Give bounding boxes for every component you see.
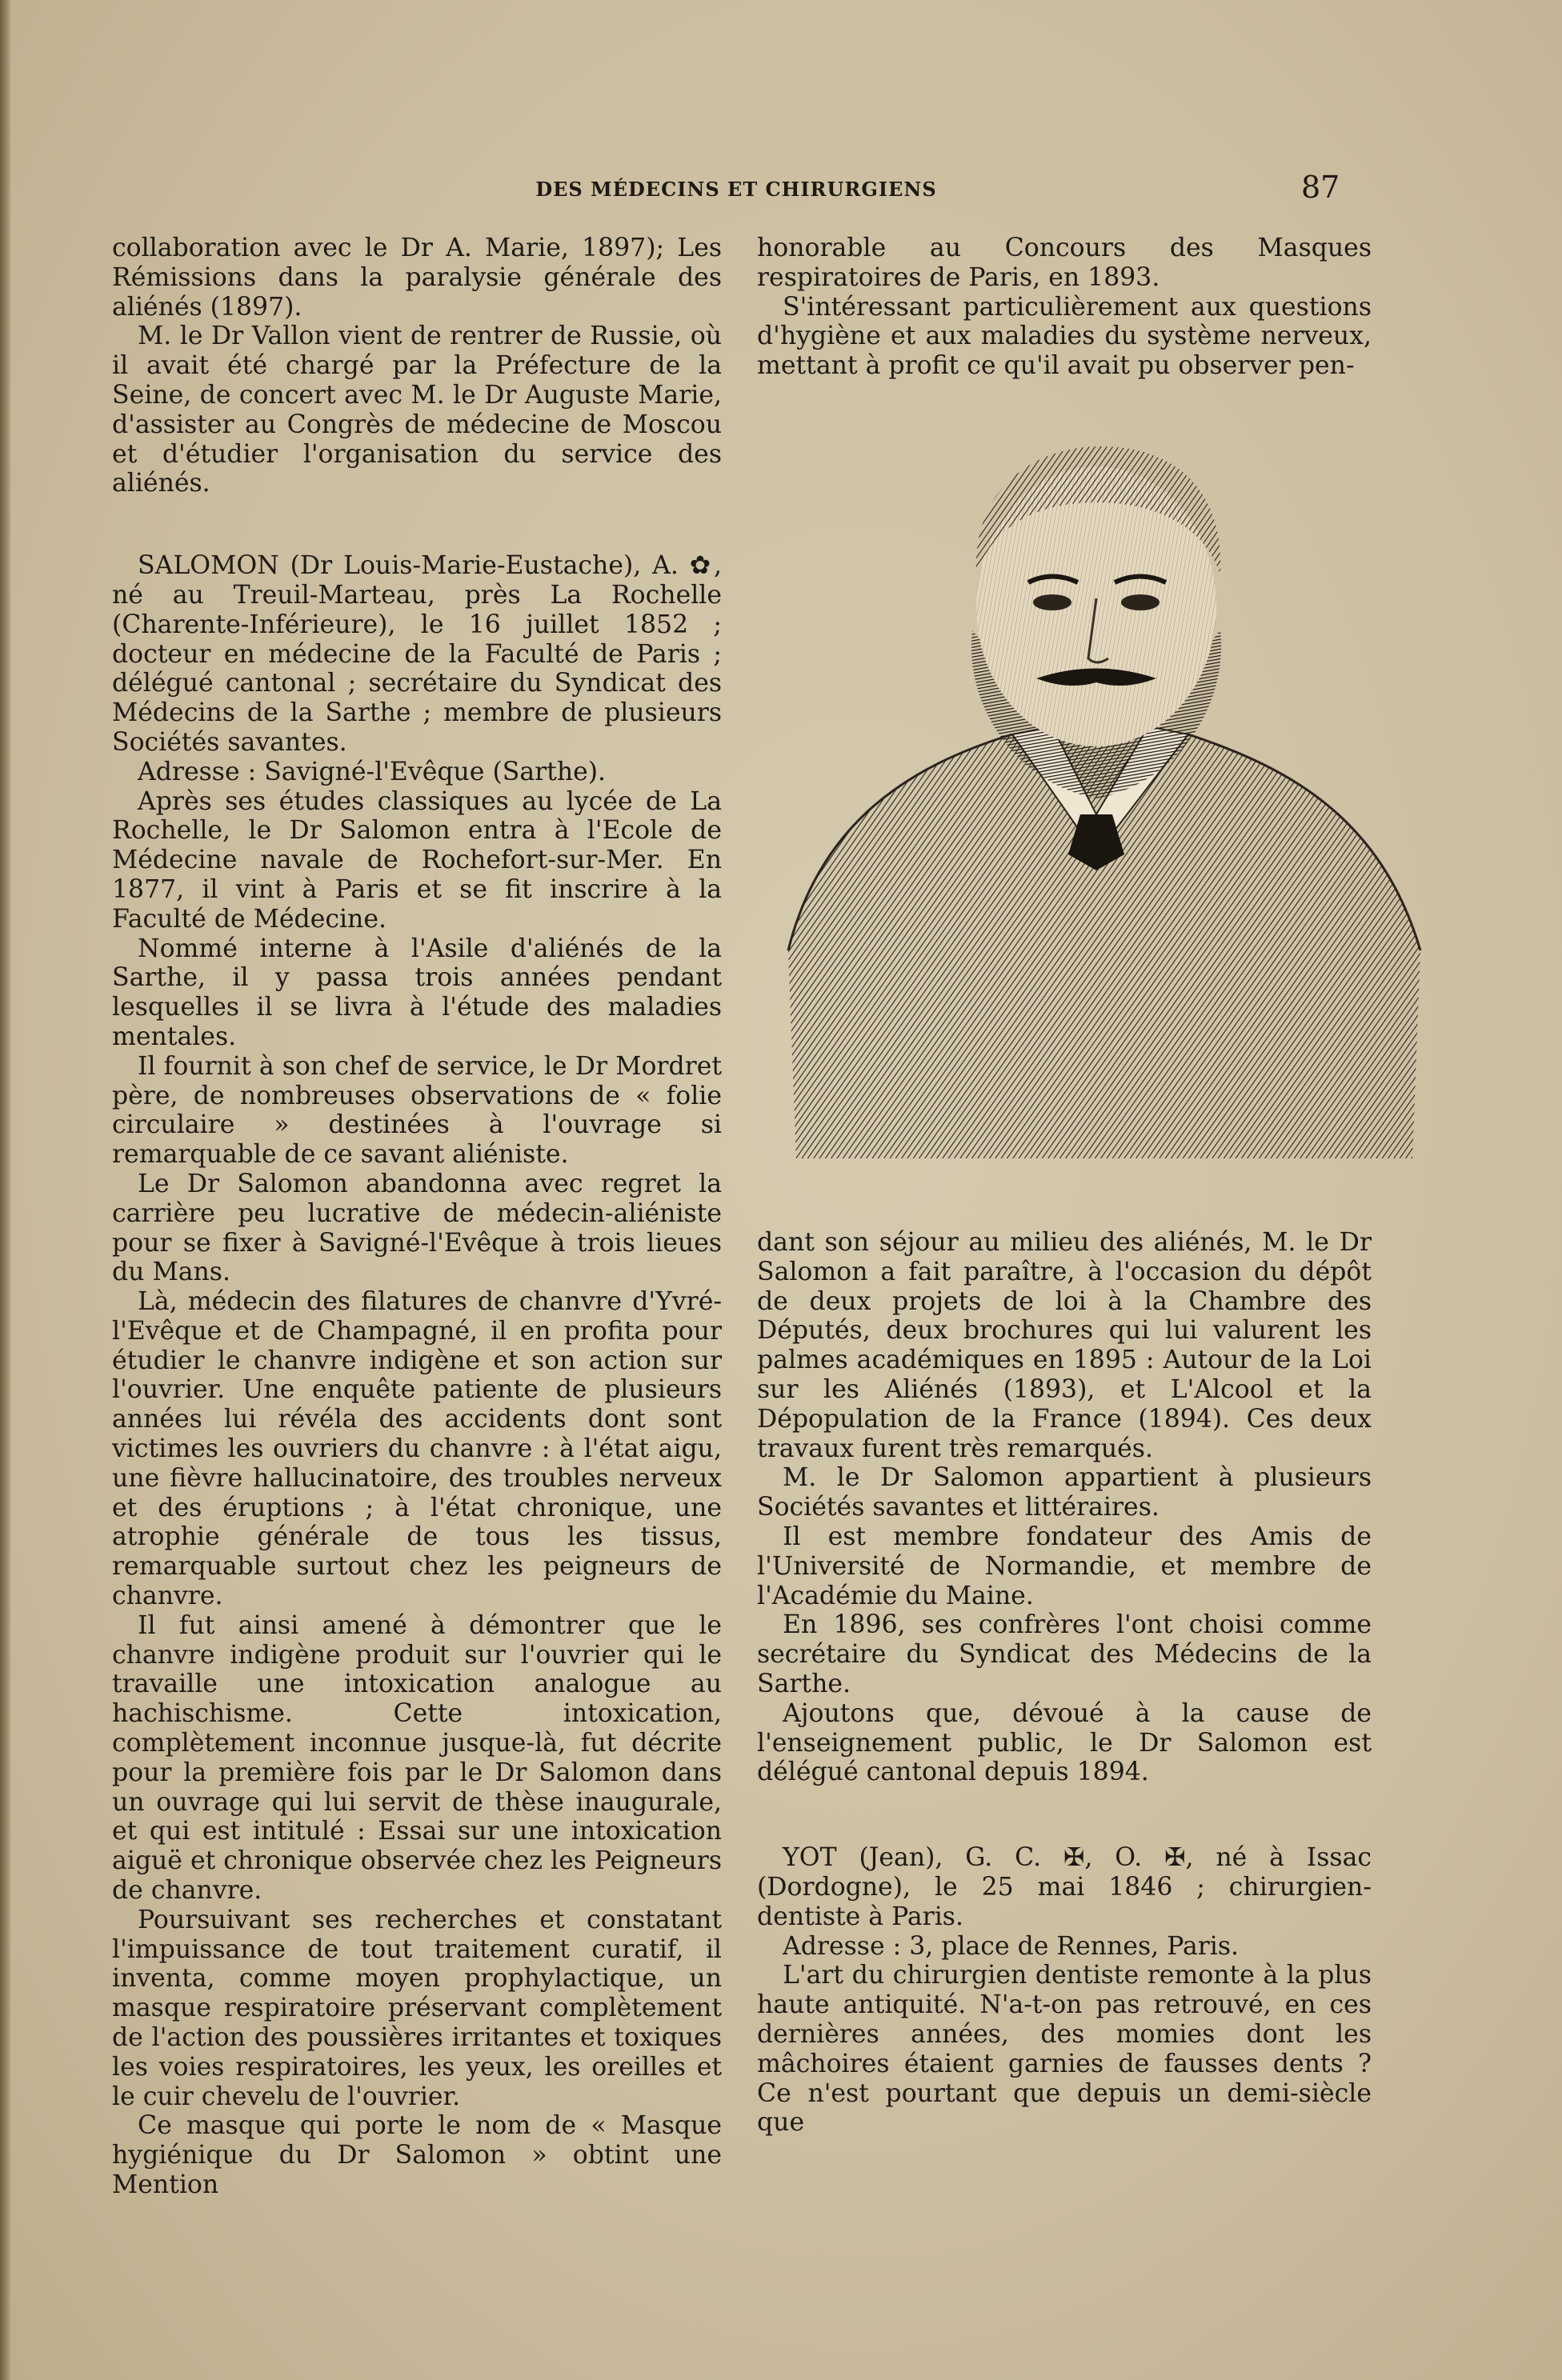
- paragraph: Poursuivant ses recherches et constatant l'impuissance de tout traitement curatif, il inventa, comme moyen prophylactique, un masque respiratoire préservant complètement de l'action des poussières irritantes et toxiques les voies respiratoires, les yeux, les oreilles et le cuir chevelu de l'ouvrier.: [112, 1905, 722, 2111]
- paragraph: Il est membre fondateur des Amis de l'Université de Normandie, et membre de l'Académie du Maine.: [757, 1522, 1372, 1610]
- paragraph: En 1896, ses confrères l'ont choisi comme secrétaire du Syndicat des Médecins de la Sarthe.: [757, 1610, 1372, 1698]
- page-number: 87: [1301, 170, 1340, 205]
- paragraph: M. le Dr Vallon vient de rentrer de Russie, où il avait été chargé par la Préfecture de la Seine, de concert avec M. le Dr Auguste Marie, d'assister au Congrès de médecine de Moscou et d'étudier l'organisation du service des aliénés.: [112, 322, 722, 498]
- running-head: DES MÉDECINS ET CHIRURGIENS: [535, 178, 937, 201]
- paragraph: Il fournit à son chef de service, le Dr Mordret père, de nombreuses observations de « folie circulaire » destinées à l'ouvrage si remarquable de ce savant aliéniste.: [112, 1051, 722, 1170]
- paragraph: Il fut ainsi amené à démontrer que le chanvre indigène produit sur l'ouvrier qui le travaille une intoxication analogue au hachischisme. Cette intoxication, complètement inconnue jusque-là, fut décrite pour la première fois par le Dr Salomon dans un ouvrage qui lui servit de thèse inaugurale, et qui est intitulé : Essai sur une intoxication aiguë et chronique observée chez les Peigneurs de chanvre.: [112, 1610, 722, 1906]
- entry-heading-salomon: SALOMON (Dr Louis-Marie-Eustache), A. ✿, né au Treuil-Marteau, près La Rochelle (Charente-Inférieure), le 16 juillet 1852 ; docteur en médecine de la Faculté de Paris ; délégué cantonal ; secrétaire du Syndicat des Médecins de la Sarthe ; membre de plusieurs Sociétés savantes.: [112, 551, 722, 757]
- paragraph: Nommé interne à l'Asile d'aliénés de la Sarthe, il y passa trois années pendant lesquelles il se livra à l'étude des maladies mentales.: [112, 934, 722, 1051]
- paragraph: M. le Dr Salomon appartient à plusieurs Sociétés savantes et littéraires.: [757, 1463, 1372, 1522]
- portrait-engraving: [772, 438, 1428, 1158]
- entry-heading-yot: YOT (Jean), G. C. ✠, O. ✠, né à Issac (Dordogne), le 25 mai 1846 ; chirurgien-dentiste à Paris.: [757, 1843, 1372, 1931]
- book-spine-shadow: [0, 0, 11, 2380]
- right-column-top: [757, 234, 1372, 381]
- right-column-bottom: [757, 1228, 1372, 2138]
- right-eye: [1121, 594, 1159, 610]
- paragraph: S'intéressant particulièrement aux questions d'hygiène et aux maladies du système nerveux, mettant à profit ce qu'il avait pu observer pen-: [757, 292, 1372, 381]
- address: Adresse : Savigné-l'Evêque (Sarthe).: [138, 757, 607, 786]
- paragraph: dant son séjour au milieu des aliénés, M. le Dr Salomon a fait paraître, à l'occasion du dépôt de deux projets de loi à la Chambre des Députés, deux brochures qui lui valurent les palmes académiques en 1895 : Autour de la Loi sur les Aliénés (1893), et L'Alcool et la Dépopulation de la France (1894). Ces deux travaux furent très remarqués.: [757, 1228, 1372, 1463]
- left-column: [112, 234, 722, 2200]
- left-eye: [1033, 594, 1071, 610]
- paragraph: Ajoutons que, dévoué à la cause de l'enseignement public, le Dr Salomon est délégué cantonal depuis 1894.: [757, 1698, 1372, 1787]
- paragraph: collaboration avec le Dr A. Marie, 1897); Les Rémissions dans la paralysie générale des aliénés (1897).: [112, 234, 722, 322]
- paragraph: Le Dr Salomon abandonna avec regret la carrière peu lucrative de médecin-aliéniste pour se fixer à Savigné-l'Evêque à trois lieues du Mans.: [112, 1169, 722, 1287]
- address: Adresse : 3, place de Rennes, Paris.: [783, 1931, 1240, 1961]
- paragraph: honorable au Concours des Masques respiratoires de Paris, en 1893.: [757, 234, 1372, 292]
- paragraph: Après ses études classiques au lycée de La Rochelle, le Dr Salomon entra à l'Ecole de Médecine navale de Rochefort-sur-Mer. En 1877, il vint à Paris et se fit inscrire à la Faculté de Médecine.: [112, 786, 722, 934]
- paragraph: Ce masque qui porte le nom de « Masque hygiénique du Dr Salomon » obtint une Mention: [112, 2111, 722, 2199]
- paragraph: L'art du chirurgien dentiste remonte à la plus haute antiquité. N'a-t-on pas retrouvé, en ces dernières années, des momies dont les mâchoires étaient garnies de fausses dents ? Ce n'est pourtant que depuis un demi-siècle que: [757, 1961, 1372, 2138]
- paragraph: Là, médecin des filatures de chanvre d'Yvré-l'Evêque et de Champagné, il en profita pour étudier le chanvre indigène et son action sur l'ouvrier. Une enquête patiente de plusieurs années lui révéla des accidents dont sont victimes les ouvriers du chanvre : à l'état aigu, une fièvre hallucinatoire, des troubles nerveux et des éruptions ; à l'état chronique, une atrophie générale de tous les tissus, remarquable surtout chez les peigneurs de chanvre.: [112, 1287, 722, 1611]
